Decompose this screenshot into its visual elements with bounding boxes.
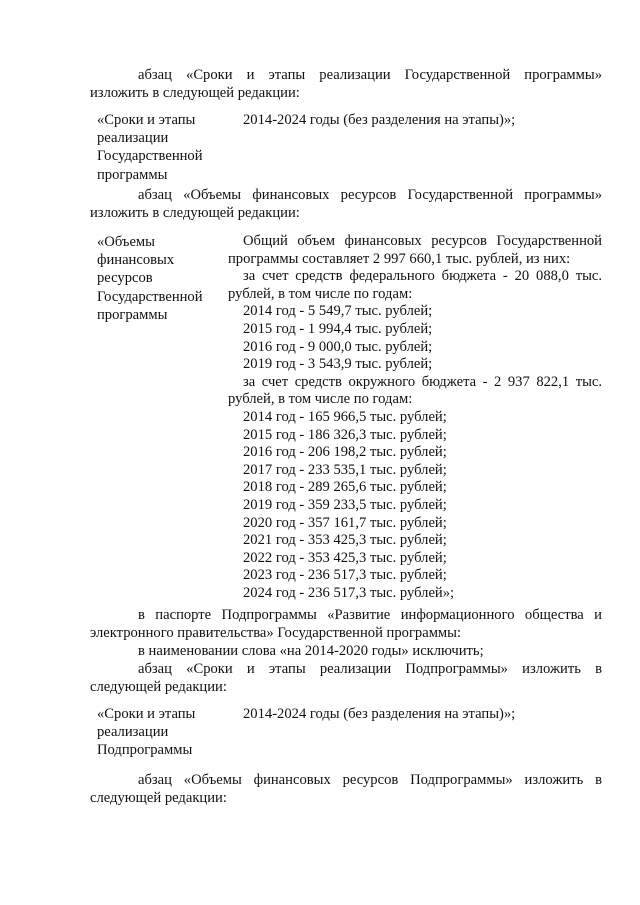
paragraph-line: в наименовании слова «на 2014-2020 годы» исключить;: [138, 643, 484, 659]
year-amount: 2021 год - 353 425,3 тыс. рублей;: [243, 532, 447, 549]
row-label: «Сроки и этапы реализации Подпрограммы: [97, 706, 196, 759]
paragraph-subprogram-passport: [90, 606, 602, 642]
paragraph-schedule-program: [90, 66, 602, 102]
row-label: «Объемы финансовых ресурсов Государственной программы: [97, 234, 203, 323]
year-amount: 2015 год - 1 994,4 тыс. рублей;: [243, 320, 433, 337]
year-amount: 2023 год - 236 517,3 тыс. рублей;: [243, 567, 447, 584]
paragraph-line: абзац «Сроки и этапы реализации Подпрограммы» изложить в: [138, 661, 602, 677]
paragraph-line: абзац «Объемы финансовых ресурсов Государственной программы»: [138, 187, 602, 203]
year-amount: 2019 год - 3 543,9 тыс. рублей;: [243, 356, 433, 373]
federal-budget-line: рублей, в том числе по годам:: [228, 285, 413, 302]
paragraph-funding-subprogram: [90, 771, 602, 807]
total-amount-line: программы составляет 2 997 660,1 тыс. рублей, из них:: [228, 250, 571, 267]
paragraph-line: изложить в следующей редакции:: [90, 85, 300, 101]
row-label: «Сроки и этапы реализации Государственной программы: [97, 112, 203, 183]
paragraph-schedule-subprogram: [90, 660, 602, 696]
total-amount-line: Общий объем финансовых ресурсов Государственной: [243, 233, 602, 249]
year-amount: 2018 год - 289 265,6 тыс. рублей;: [243, 479, 447, 496]
paragraph-funding-program: [90, 186, 602, 222]
year-amount: 2024 год - 236 517,3 тыс. рублей»;: [243, 584, 455, 601]
year-amount: 2016 год - 206 198,2 тыс. рублей;: [243, 444, 447, 461]
paragraph-line: в паспорте Подпрограммы «Развитие информационного общества и: [138, 607, 602, 623]
year-amount: 2020 год - 357 161,7 тыс. рублей;: [243, 514, 447, 531]
year-amount: 2014 год - 5 549,7 тыс. рублей;: [243, 303, 433, 320]
year-amount: 2015 год - 186 326,3 тыс. рублей;: [243, 426, 447, 443]
year-amount: 2014 год - 165 966,5 тыс. рублей;: [243, 408, 447, 425]
year-amount: 2017 год - 233 535,1 тыс. рублей;: [243, 461, 447, 478]
year-amount: 2019 год - 359 233,5 тыс. рублей;: [243, 496, 447, 513]
row-value: 2014-2024 годы (без разделения на этапы)»;: [243, 706, 516, 722]
paragraph-line: следующей редакции:: [90, 790, 227, 806]
paragraph-line: следующей редакции:: [90, 679, 227, 695]
year-amount: 2016 год - 9 000,0 тыс. рублей;: [243, 338, 433, 355]
district-budget-line: за счет средств окружного бюджета - 2 937 822,1 тыс.: [243, 373, 602, 390]
paragraph-line: изложить в следующей редакции:: [90, 205, 300, 221]
paragraph-title-change: [90, 642, 602, 660]
row-value: 2014-2024 годы (без разделения на этапы)»;: [243, 112, 516, 128]
paragraph-line: абзац «Сроки и этапы реализации Государственной программы»: [138, 67, 602, 83]
row-value: [228, 233, 602, 602]
federal-budget-line: за счет средств федерального бюджета - 20 088,0 тыс.: [243, 268, 602, 285]
paragraph-line: электронного правительства» Государственной программы:: [90, 625, 462, 641]
year-amount: 2022 год - 353 425,3 тыс. рублей;: [243, 549, 447, 566]
district-budget-line: рублей, в том числе по годам:: [228, 391, 413, 408]
paragraph-line: абзац «Объемы финансовых ресурсов Подпрограммы» изложить в: [138, 772, 602, 788]
